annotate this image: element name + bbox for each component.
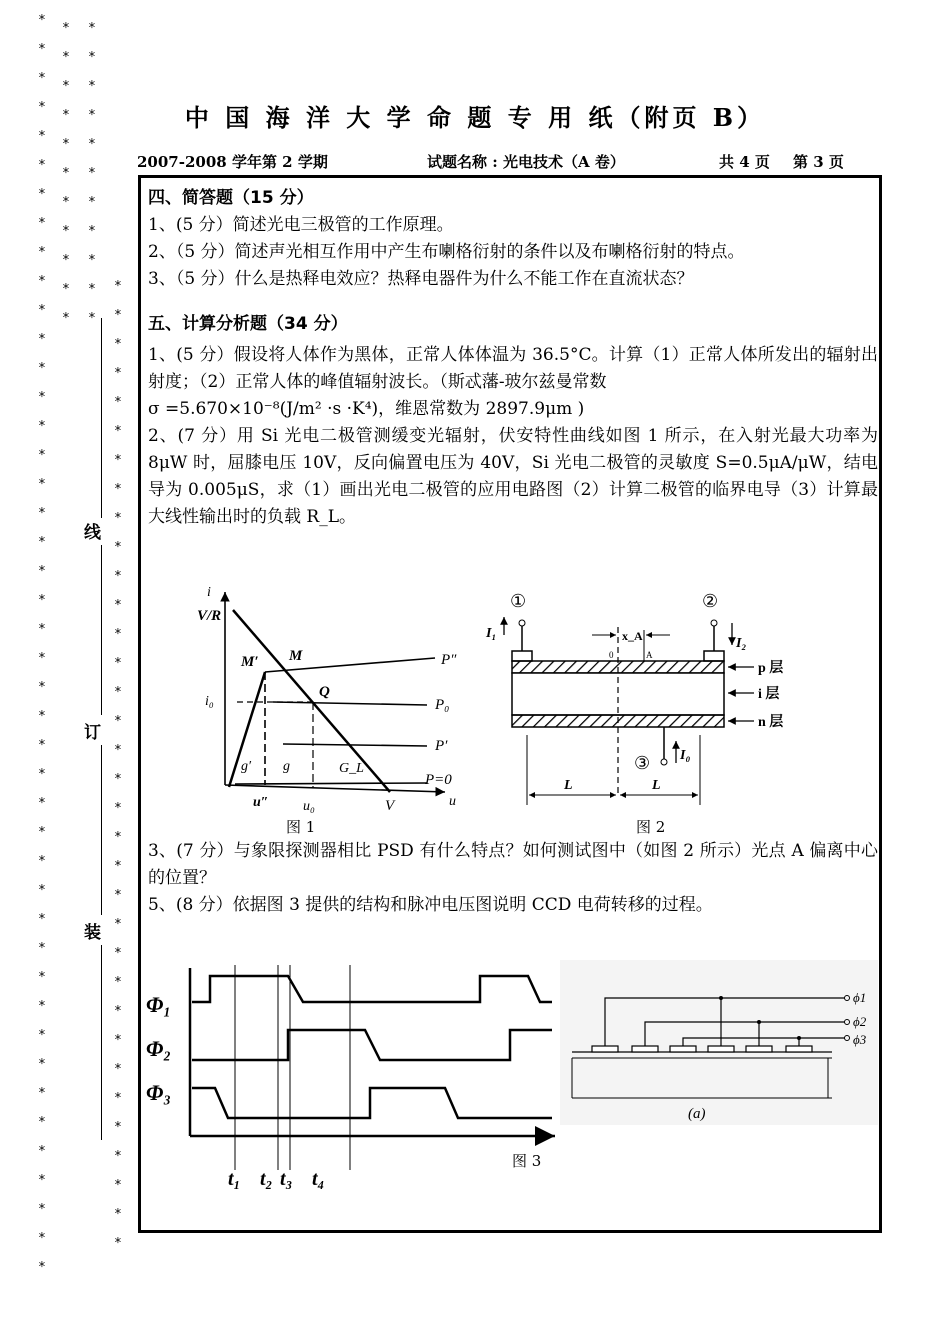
questions — [148, 185, 878, 531]
fig1-label-v: V — [385, 798, 395, 814]
fig3-phase-1: Φ₁ — [146, 992, 172, 1017]
fig3-time-t2: t₂ — [260, 1168, 273, 1190]
section5-q5: 5、(8 分）依据图 3 提供的结构和脉冲电压图说明 CCD 电荷转移的过程。 — [148, 895, 713, 915]
fig1-label-u0: u₀ — [303, 799, 315, 814]
fig3-time-t4: t₄ — [312, 1168, 325, 1190]
section5-q2: 2、(7 分）用 Si 光电二极管测缓变光辐射，伏安特性曲线如图 1 所示，在入射光最大功率为 8μW 时，屈膝电压 10V，反向偏置电压为 40V，Si 光电二极管的灵敏度 S=0.5μA/μW，结电导为 0.005μS，求（1）画出光电二极管的应用电路图（2）计算二极管的临界电导（3）计算最大线性输出时的负载 R_L。 — [148, 426, 878, 527]
fig2-label-i0: I₀ — [680, 748, 691, 763]
section4-heading: 四、简答题（15 分） — [148, 188, 314, 208]
fig2-label-xa: x_A — [622, 629, 643, 643]
figure3-ccd-structure — [560, 960, 878, 1125]
fig1-label-g: g — [283, 759, 290, 774]
fig1-label-vr: V/R — [197, 608, 222, 624]
binding-stars-outer: * * * * * * * * * * * * * * * * * * * * * * * * * * * * * * * * * * * * * * * * * * * * — [38, 13, 46, 1275]
binding-line-top — [101, 318, 102, 518]
questions-continued — [148, 838, 878, 919]
fig1-label-pdd: P″ — [441, 652, 457, 668]
fig1-label-i0: i₀ — [205, 694, 214, 709]
fig2-label-l1: L — [564, 778, 573, 793]
fig2-terminal-1: ① — [510, 591, 527, 611]
page-title: 中 国 海 洋 大 学 命 题 专 用 纸（附页 B） — [184, 103, 766, 132]
figure3-clock-timing — [140, 960, 570, 1195]
fig1-label-p-zero: P=0 — [425, 772, 452, 788]
fig2-terminal-2: ② — [702, 591, 719, 611]
fig3-phase-3: Φ₃ — [146, 1080, 172, 1105]
fig2-label-n-layer: n 层 — [758, 715, 784, 730]
fig1-label-pp: P′ — [435, 738, 448, 754]
academic-year: 2007-2008 学年第 2 学期 — [137, 153, 328, 171]
fig3-time-t1: t₁ — [228, 1168, 241, 1190]
fig1-label-upp: u″ — [253, 795, 269, 810]
fig3-time-t3: t₃ — [280, 1168, 293, 1190]
page-number: 第 3 页 — [793, 153, 844, 171]
fig2-label-l2: L — [652, 778, 661, 793]
binding-line-mid1 — [101, 545, 102, 715]
figure2-caption: 图 2 — [636, 818, 666, 836]
ccd-phase-1: ϕ1 — [853, 990, 867, 1005]
fig1-label-p0: P₀ — [435, 697, 450, 713]
ccd-phase-2: ϕ2 — [853, 1014, 867, 1029]
figure1-caption: 图 1 — [286, 818, 316, 836]
fig1-label-q: Q — [319, 684, 330, 700]
fig2-label-p-layer: p 层 — [758, 661, 784, 676]
fig1-label-m: M — [289, 648, 303, 664]
figure1-iv-curve — [195, 580, 480, 825]
figure3-caption: 图 3 — [512, 1152, 542, 1170]
exam-name: 试题名称 : 光电技术（A 卷） — [427, 153, 625, 171]
binding-char-ding: 订 — [84, 723, 101, 743]
ccd-caption: (a) — [688, 1106, 706, 1122]
fig1-label-i: i — [207, 585, 211, 600]
fig1-label-gl: G_L — [339, 761, 364, 776]
fig1-label-mprime: M′ — [241, 654, 259, 670]
fig2-label-a: A — [646, 650, 653, 660]
fig1-label-u: u — [449, 794, 456, 809]
total-pages: 共 4 页 — [719, 153, 770, 171]
binding-line-mid2 — [101, 745, 102, 915]
binding-char-xian: 线 — [84, 523, 101, 543]
section5-heading: 五、计算分析题（34 分） — [148, 314, 348, 334]
section4-q3: 3、（5 分）什么是热释电效应？热释电器件为什么不能工作在直流状态？ — [148, 269, 694, 289]
fig2-label-i2: I₂ — [736, 636, 747, 651]
fig2-label-i-layer: i 层 — [758, 687, 780, 702]
figure2-psd — [482, 585, 802, 815]
binding-line-bottom — [101, 945, 102, 1140]
section4-q1: 1、(5 分）简述光电三极管的工作原理。 — [148, 215, 454, 235]
binding-stars-inner: * * * * * * * * * * * — [62, 21, 70, 326]
section4-q2: 2、（5 分）简述声光相互作用中产生布喇格衍射的条件以及布喇格衍射的特点。 — [148, 242, 745, 262]
fig2-label-i1: I₁ — [486, 626, 497, 641]
binding-stars-inner2: * * * * * * * * * * * — [88, 21, 96, 326]
fig3-phase-2: Φ₂ — [146, 1036, 172, 1061]
fig1-label-gp: g′ — [241, 759, 252, 774]
section5-q1a: 1、(5 分）假设将人体作为黑体，正常人体体温为 36.5°C。计算（1）正常人体所发出的辐射出射度；（2）正常人体的峰值辐射波长。（斯忒藩-玻尔兹曼常数 — [148, 345, 878, 392]
section5-q1b: σ =5.670×10⁻⁸(J/m² ·s ·K⁴)，维恩常数为 2897.9μm ) — [148, 399, 585, 419]
fig2-label-zero: 0 — [609, 650, 614, 660]
binding-char-zhuang: 装 — [84, 923, 101, 943]
ccd-phase-3: ϕ3 — [853, 1032, 867, 1047]
section5-q3: 3、(7 分）与象限探测器相比 PSD 有什么特点？如何测试图中（如图 2 所示）光点 A 偏离中心的位置？ — [148, 841, 878, 888]
binding-stars-right: * * * * * * * * * * * * * * * * * * * * * * * * * * * * * * * * * * — [114, 279, 122, 1251]
fig2-terminal-3: ③ — [634, 753, 651, 773]
